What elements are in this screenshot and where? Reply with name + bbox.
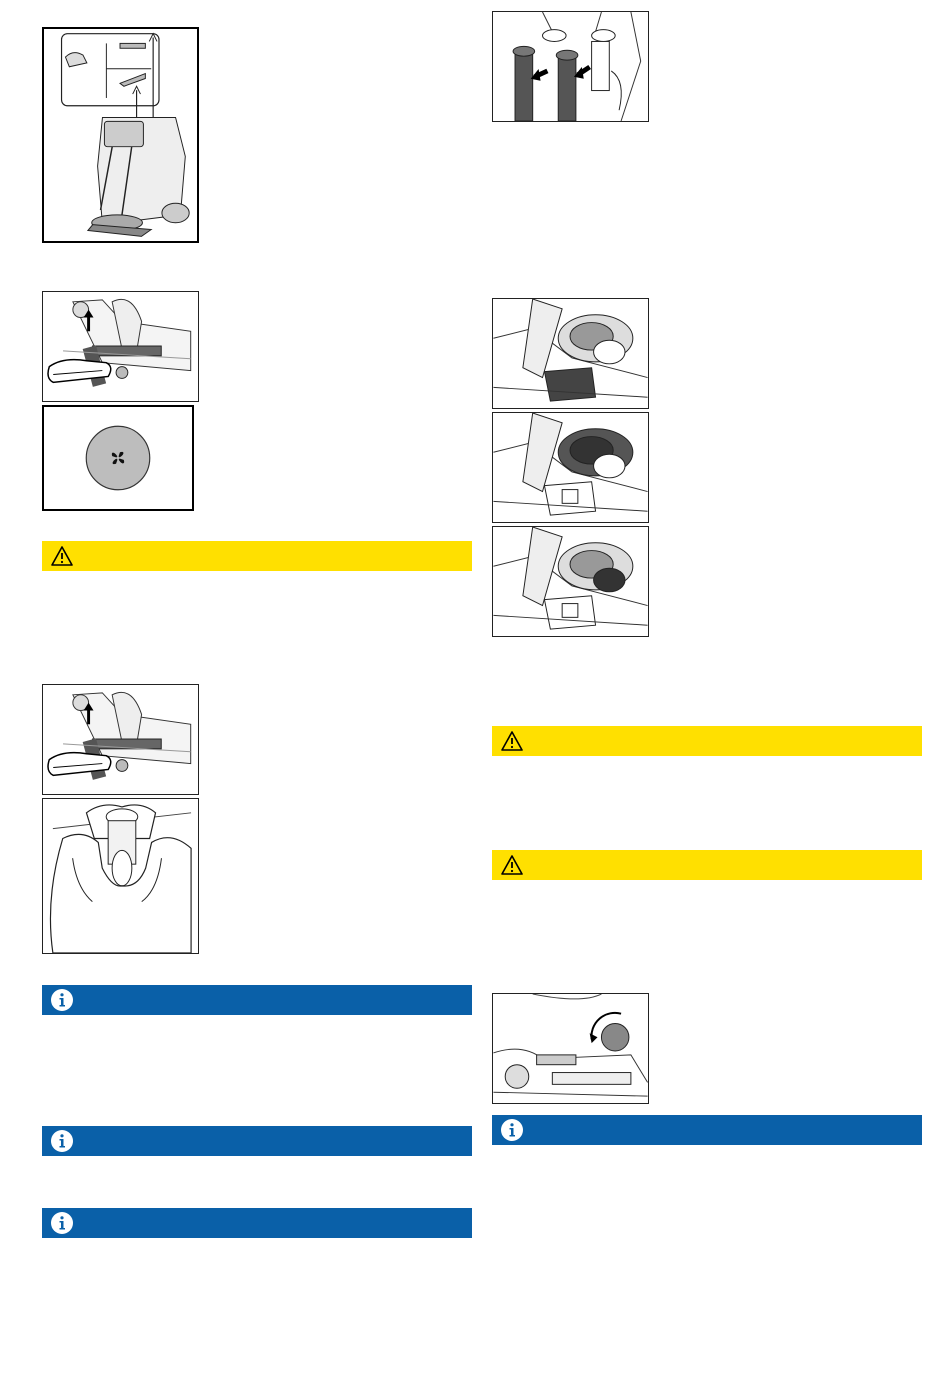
figure-fan-symbol: [42, 405, 194, 511]
foot-pedal-illustration: [43, 292, 198, 401]
info-circle-icon: [500, 1118, 524, 1142]
info-notice-bar: [42, 1208, 472, 1238]
figure-rotary-knob: [492, 993, 649, 1104]
info-notice-bar: [42, 985, 472, 1015]
warning-triangle-icon: [500, 853, 524, 877]
warning-notice-bar: [492, 726, 922, 756]
tank-filter-illustration: [493, 413, 648, 522]
figure-pedal-lift: [42, 27, 199, 243]
tank-filter-illustration: [493, 299, 648, 408]
hoses-illustration: [493, 12, 648, 121]
figure-tank-filter-1: [492, 298, 649, 409]
rotary-knob-illustration: [493, 994, 648, 1103]
figure-hand-fitting: [42, 798, 199, 954]
info-circle-icon: [50, 988, 74, 1012]
warning-triangle-icon: [500, 729, 524, 753]
pedal-lift-illustration: [44, 29, 197, 241]
figure-tank-filter-2: [492, 412, 649, 523]
figure-tank-filter-3: [492, 526, 649, 637]
info-notice-bar: [492, 1115, 922, 1145]
info-circle-icon: [50, 1211, 74, 1235]
hand-fitting-illustration: [43, 799, 198, 953]
figure-foot-pedal-1: [42, 291, 199, 402]
warning-notice-bar: [42, 541, 472, 571]
fan-icon: [44, 407, 192, 509]
figure-foot-pedal-2: [42, 684, 199, 795]
info-notice-bar: [42, 1126, 472, 1156]
info-circle-icon: [50, 1129, 74, 1153]
figure-hoses: [492, 11, 649, 122]
foot-pedal-illustration: [43, 685, 198, 794]
warning-notice-bar: [492, 850, 922, 880]
warning-triangle-icon: [50, 544, 74, 568]
tank-filter-illustration: [493, 527, 648, 636]
